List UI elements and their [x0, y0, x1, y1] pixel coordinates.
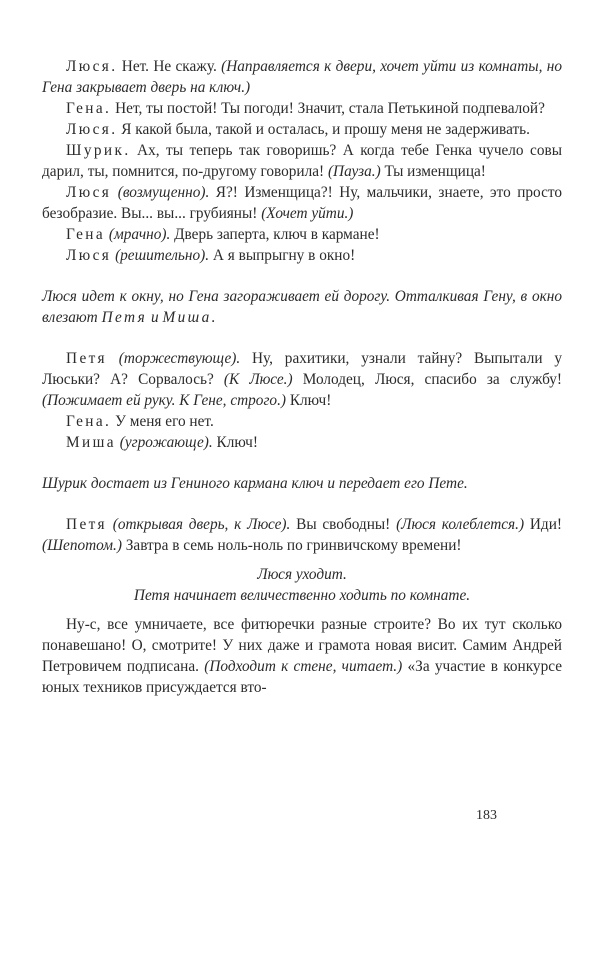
speaker-name: Петя: [66, 516, 107, 533]
stage-direction: (Пауза.): [327, 163, 381, 180]
speaker-name: Люся.: [66, 58, 118, 75]
replica-gena-2: [42, 224, 562, 245]
speaker-name: Гена.: [66, 413, 112, 430]
stage-direction: (торжествующе).: [118, 350, 241, 367]
speaker-name: Петя: [66, 350, 107, 367]
replica-text: Дверь заперта, ключ в кармане!: [174, 226, 380, 243]
replica-petya-2: [42, 514, 562, 556]
replica-text: Вы свободны!: [296, 516, 391, 533]
replica-text: Молодец, Люся, спасибо за службу!: [302, 371, 563, 388]
stage-direction: (Шепотом.): [42, 537, 122, 554]
replica-text: Нет. Не скажу.: [121, 58, 217, 75]
stage-direction-block-1: [42, 286, 562, 328]
character-name: Петя: [101, 309, 148, 326]
replica-text: Я?! Изменщица?! Ну, мальчики, знаете, это просто безобразие. Вы... вы... грубияны!: [42, 184, 562, 222]
speaker-name: Гена.: [66, 100, 112, 117]
stage-direction: (угрожающе).: [119, 434, 213, 451]
book-page: [42, 56, 562, 698]
replica-gena-1: [42, 98, 562, 119]
stage-direction-center-2: Петя начинает величественно ходить по комнате.: [133, 587, 471, 604]
stage-direction: (Пожимает ей руку. К Гене, строго.): [42, 392, 286, 409]
speaker-name: Люся: [66, 247, 112, 264]
stage-direction: (решительно).: [115, 247, 210, 264]
replica-text: «За участие в конкурсе юных техников присуждается вто-: [42, 658, 562, 696]
replica-petya-3: [42, 614, 562, 698]
replica-shurik-1: [42, 140, 562, 182]
replica-text: Ах, ты теперь так говоришь? А когда тебе Генка чучело совы дарил, ты, помнится, по-другому говорила!: [42, 142, 562, 180]
replica-text: У меня его нет.: [115, 413, 214, 430]
replica-lyusya-2: [42, 119, 562, 140]
stage-direction: (мрачно).: [108, 226, 171, 243]
replica-text: Я какой была, такой и осталась, и прошу меня не задерживать.: [121, 121, 530, 138]
stage-direction: (Хочет уйти.): [261, 205, 354, 222]
character-name: Миша.: [162, 309, 218, 326]
stage-direction: (К Люсе.): [223, 371, 293, 388]
stage-direction-center-1: Люся уходит.: [257, 566, 347, 583]
speaker-name: Шурик.: [66, 142, 131, 159]
stage-direction-block-2: [42, 473, 562, 494]
replica-text: Ключ!: [289, 392, 332, 409]
stage-direction: (Направляется к двери, хочет уйти из комнаты, но Гена закрывает дверь на ключ.): [42, 58, 563, 96]
speaker-name: Люся.: [66, 121, 118, 138]
stage-direction: (Люся колеблется.): [396, 516, 525, 533]
speaker-name: Гена: [66, 226, 106, 243]
speaker-name: Миша: [66, 434, 116, 451]
page-number: 183: [476, 808, 497, 823]
replica-misha-1: [42, 432, 562, 453]
stage-direction: (возмущенно).: [117, 184, 210, 201]
stage-direction: (открывая дверь, к Люсе).: [112, 516, 291, 533]
replica-text: Ключ!: [216, 434, 258, 451]
replica-gena-3: [42, 411, 562, 432]
replica-text: Ну-с, все умничаете, все фитюречки разные строите? Во их тут сколько понавешано! О, смотрите! У них даже и грамота новая висит. Самим Андрей Петровичем подписана.: [42, 616, 562, 675]
replica-text: Нет, ты постой! Ты погоди! Значит, стала Петькиной подпевалой?: [115, 100, 545, 117]
replica-lyusya-4: [42, 245, 562, 266]
replica-text: Ты изменщица!: [384, 163, 486, 180]
speaker-name: Люся: [66, 184, 112, 201]
replica-lyusya-1: [42, 56, 562, 98]
replica-text: А я выпрыгну в окно!: [212, 247, 356, 264]
stage-text: и: [150, 309, 159, 326]
stage-text: Шурик достает из Гениного кармана ключ и передает его Пете.: [42, 475, 468, 492]
replica-text: Иди!: [529, 516, 562, 533]
replica-text: Завтра в семь ноль-ноль по гринвичскому времени!: [125, 537, 462, 554]
replica-lyusya-3: [42, 182, 562, 224]
replica-text: Ну, рахитики, узнали тайну? Выпытали у Люськи? А? Сорвалось?: [42, 350, 562, 388]
stage-direction: (Подходит к стене, читает.): [204, 658, 403, 675]
stage-text: Люся идет к окну, но Гена загораживает ей дорогу. Отталкивая Гену, в окно влезают: [42, 288, 562, 326]
replica-petya-1: [42, 348, 562, 411]
